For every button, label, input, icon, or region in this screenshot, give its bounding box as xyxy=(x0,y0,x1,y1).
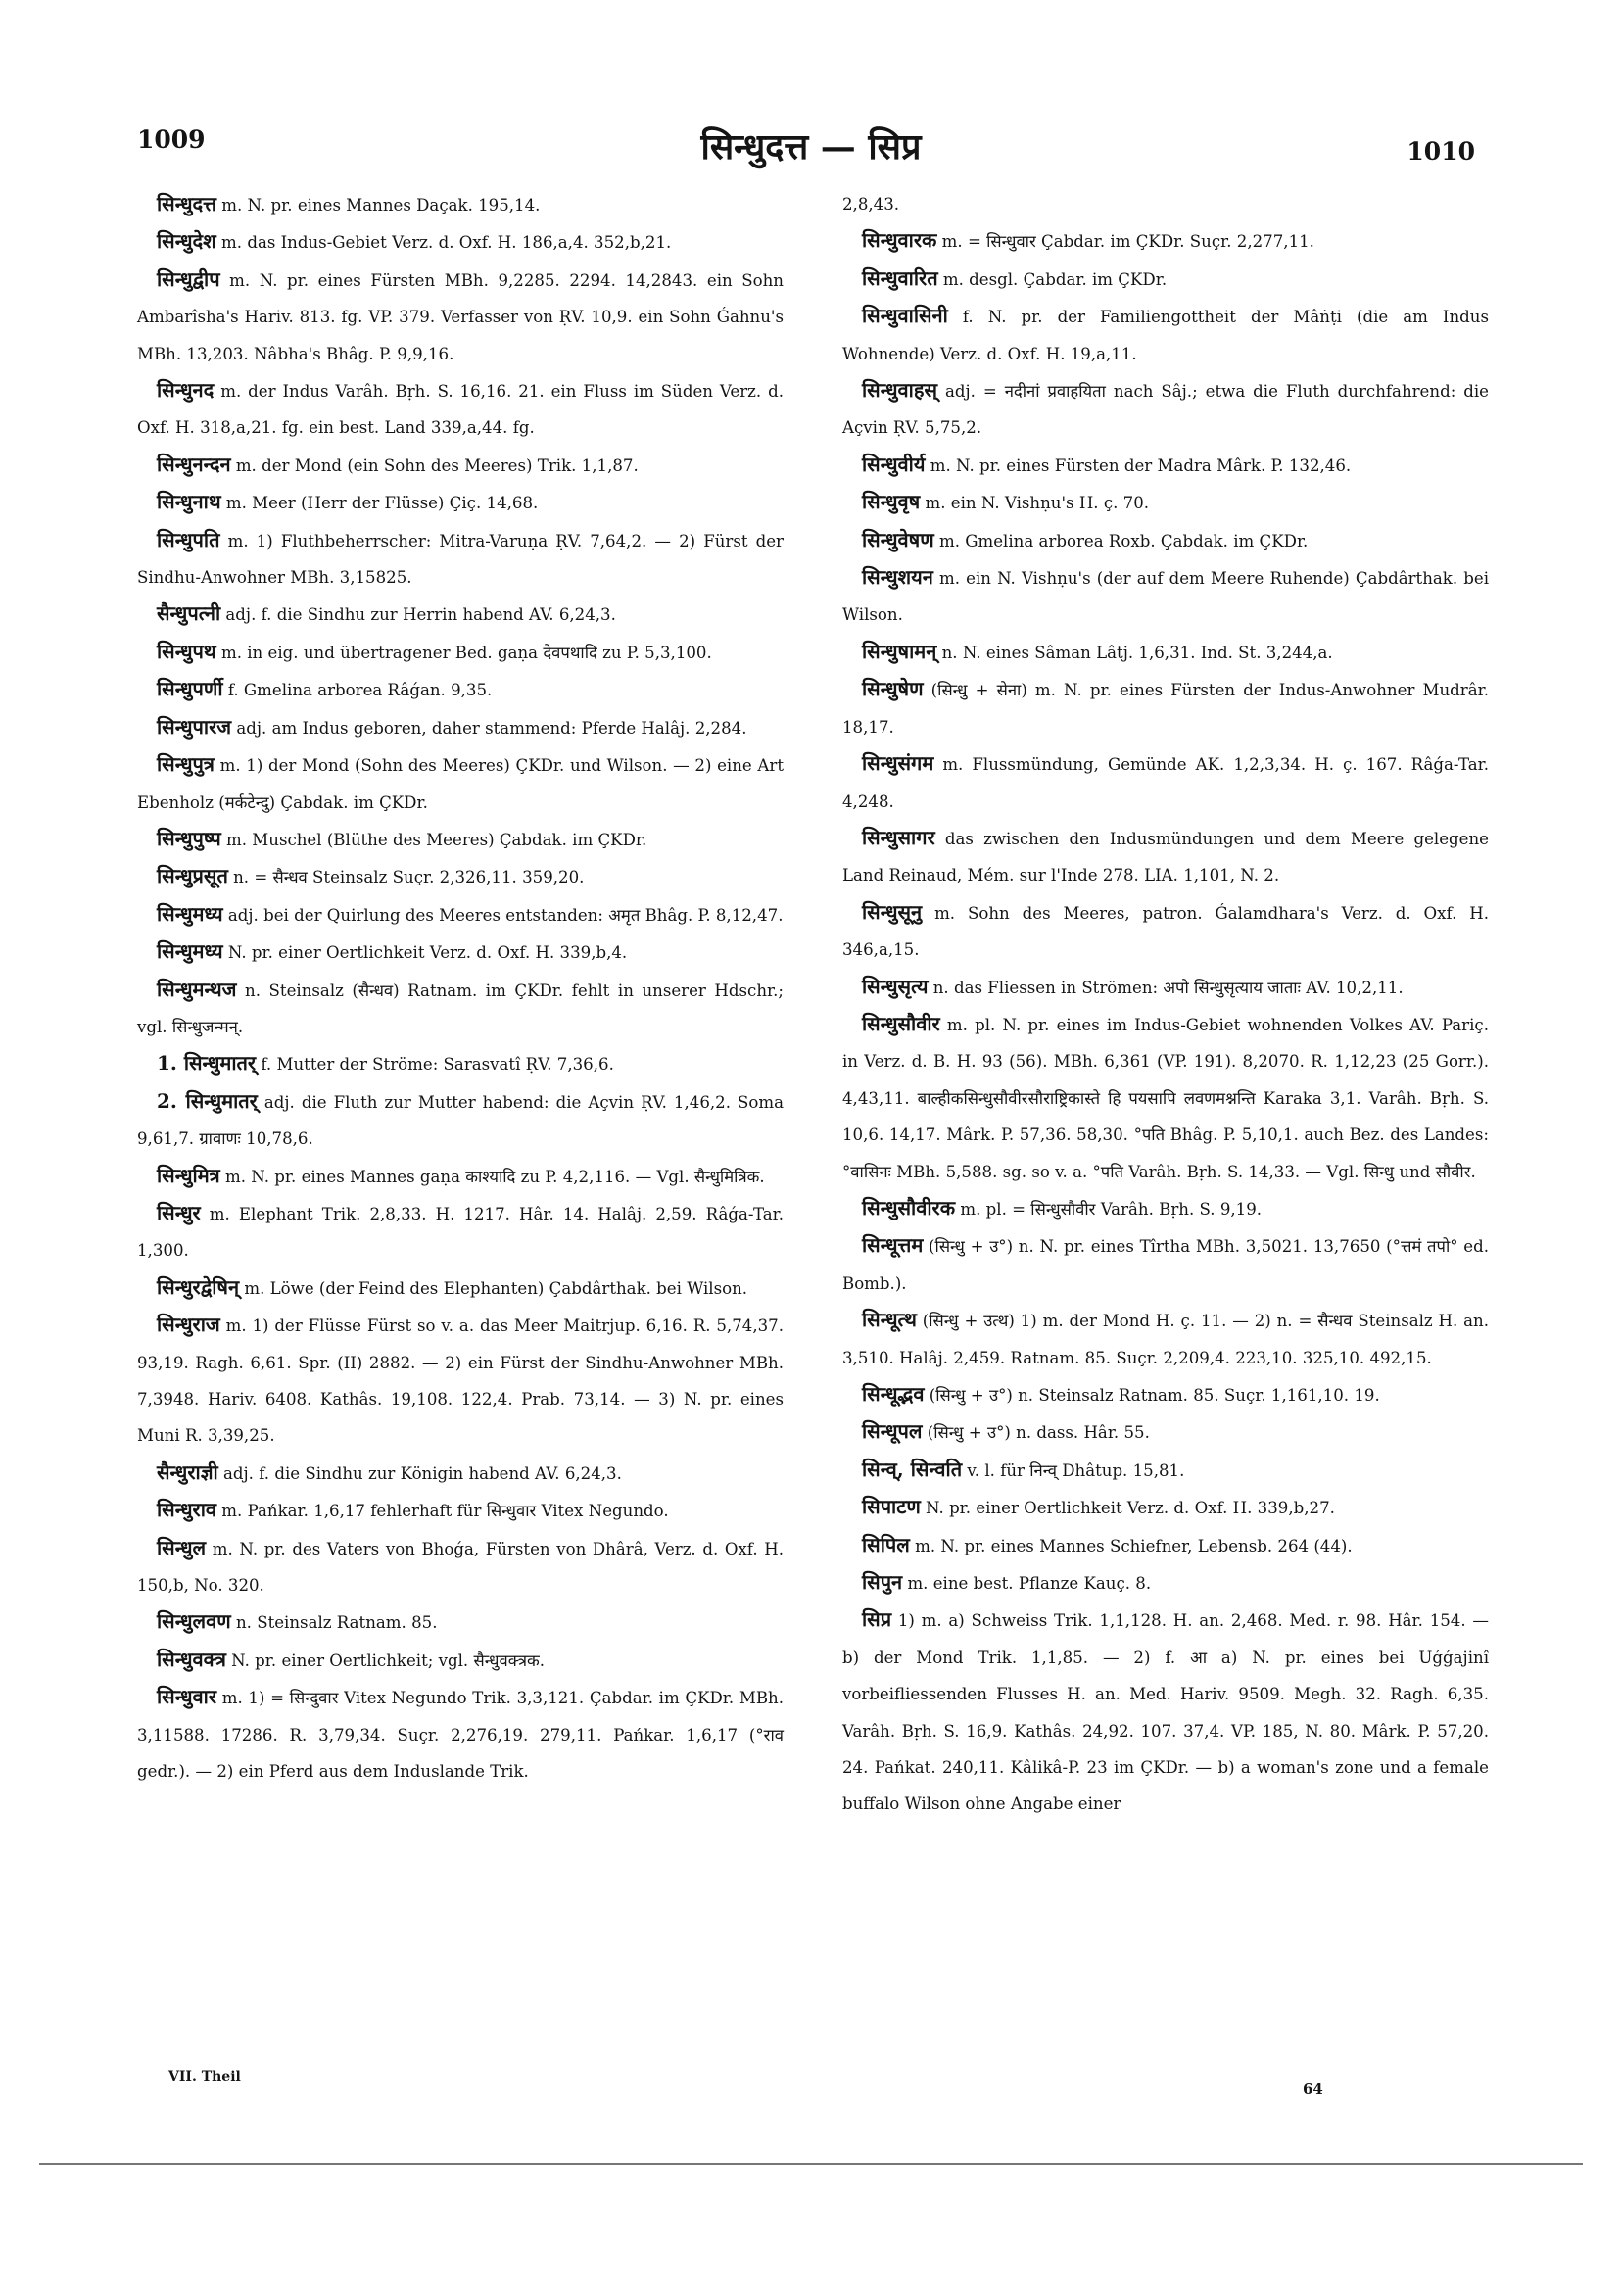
dictionary-entry xyxy=(137,223,784,261)
entry-text: m. pl. N. pr. eines im Indus-Gebiet wohnenden Volkes AV. Pariç. in Verz. d. B. H. 93 (56). MBh. 6,361 (VP. 191). 8,2070. R. 1,12,23 (25 Gorr.). 4,43,11. बाल्हीकसिन्धुसौवीरसौराष्ट्रिकास्ते हि पयसापि लवणमश्नन्ति Karaka 3,1. Varâh. Bṛh. S. 10,6. 14,17. Mârk. P. 57,36. 58,30. °पति Bhâg. P. 5,10,1. auch Bez. des Landes: °वासिनः MBh. 5,588. sg. so v. a. °पति Varâh. Bṛh. S. 14,33. — Vgl. सिन्धु und सौवीर. xyxy=(842,1015,1489,1181)
dictionary-entry xyxy=(137,1603,784,1641)
right-column xyxy=(842,186,1489,1823)
dictionary-entry xyxy=(137,1195,784,1269)
dictionary-entry xyxy=(842,372,1489,447)
entry-text: N. pr. einer Oertlichkeit Verz. d. Oxf. H. 339,b,4. xyxy=(222,943,628,963)
running-head: सिन्धुदत्त — सिप्र xyxy=(700,126,922,167)
entry-text: m. eine best. Pflanze Kauç. 8. xyxy=(902,1574,1152,1594)
dictionary-entry xyxy=(842,1564,1489,1602)
entry-text: m. Elephant Trik. 2,8,33. H. 1217. Hâr. 14. Halâj. 2,59. Râǵa-Tar. 1,300. xyxy=(137,1204,784,1261)
entry-text: m. 1) der Flüsse Fürst so v. a. das Meer Maitrjup. 6,16. R. 5,74,37. 93,19. Ragh. 6,61. Spr. (II) 2882. — 2) ein Fürst der Sindhu-Anwohner MBh. 7,3948. Hariv. 6408. Kathâs. 19,108. 122,4. Prab. 73,14. — 3) N. pr. eines Muni R. 3,39,25. xyxy=(137,1316,784,1446)
entry-text: N. pr. einer Oertlichkeit Verz. d. Oxf. H. 339,b,27. xyxy=(920,1499,1335,1518)
entry-text: m. 1) Fluthbeherrscher: Mitra-Varuṇa ṚV. 7,64,2. — 2) Fürst der Sindhu-Anwohner MBh. 3,15825. xyxy=(137,531,784,588)
signature-mark: 64 xyxy=(1303,2081,1323,2098)
dictionary-entry xyxy=(137,596,784,633)
entry-headword: सिपाटण xyxy=(862,1495,921,1519)
entry-headword: सिपिल xyxy=(862,1532,910,1556)
entry-text: das zwischen den Indusmündungen und dem Meere gelegene Land Reinaud, Mém. sur l'Inde 278. LIA. 1,101, N. 2. xyxy=(842,829,1489,885)
dictionary-entry xyxy=(137,447,784,484)
entry-headword: सिन्धुनद xyxy=(157,378,215,403)
entry-text: (सिन्धु + उ°) n. dass. Hâr. 55. xyxy=(922,1423,1150,1443)
entry-text: adj. die Fluth zur Mutter habend: die Açvin ṚV. 1,46,2. Soma 9,61,7. ग्रावाणः 10,78,6. xyxy=(137,1092,785,1149)
entry-headword: सिन्धुर xyxy=(157,1200,201,1224)
entry-text: adj. = नदीनां प्रवाहयिता nach Sâj.; etwa die Fluth durchfahrend: die Açvin ṚV. 5,75,2. xyxy=(842,382,1489,438)
dictionary-entry xyxy=(842,1527,1489,1564)
entry-text: m. 1) der Mond (Sohn des Meeres) ÇKDr. und Wilson. — 2) eine Art Ebenholz (मर्कटेन्दु) Çabdak. im ÇKDr. xyxy=(137,756,784,812)
entry-text: m. N. pr. eines Mannes gaṇa काश्यादि zu P. 4,2,116. — Vgl. सैन्धुमित्रिक. xyxy=(219,1167,765,1186)
dictionary-entry xyxy=(842,1413,1489,1451)
entry-text: (सिन्धु + उत्थ) 1) m. der Mond H. ç. 11. — 2) n. = सैन्धव Steinsalz H. an. 3,510. Halâj. 2,459. Ratnam. 85. Suçr. 2,209,4. 223,10. 325,10. 492,15. xyxy=(842,1312,1489,1367)
entry-text: adj. f. die Sindhu zur Herrin habend AV. 6,24,3. xyxy=(220,605,616,625)
dictionary-entry xyxy=(137,896,784,933)
left-column-number: 1009 xyxy=(137,125,206,154)
entry-headword: सिन्धुदत्त xyxy=(157,192,216,215)
dictionary-entry xyxy=(842,222,1489,260)
entry-headword: सिन्धुपारज xyxy=(157,714,232,739)
dictionary-entry xyxy=(842,634,1489,671)
dictionary-entry xyxy=(137,634,784,671)
entry-text: adj. am Indus geboren, daher stammend: Pferde Halâj. 2,284. xyxy=(231,718,747,738)
entry-text: m. Meer (Herr der Flüsse) Çiç. 14,68. xyxy=(220,494,539,513)
dictionary-entry xyxy=(137,522,784,597)
entry-text: m. desgl. Çabdar. im ÇKDr. xyxy=(937,269,1168,289)
entry-headword: सिन्धुवेषण xyxy=(862,527,934,551)
entry-text: m. N. pr. eines Mannes Schiefner, Lebensb. 264 (44). xyxy=(909,1536,1353,1555)
dictionary-entry xyxy=(842,1489,1489,1526)
entry-headword: सिन्धुराव xyxy=(157,1498,217,1522)
dictionary-entry xyxy=(137,262,784,372)
entry-text: m. Gmelina arborea Roxb. Çabdak. im ÇKDr. xyxy=(933,531,1309,550)
entry-headword: सिन्धूद्भव xyxy=(862,1382,925,1406)
entry-headword: सिन्धुवाहस् xyxy=(862,378,937,403)
dictionary-entry xyxy=(842,1602,1489,1822)
entry-headword: सिन्धुवासिनी xyxy=(862,304,948,328)
entry-headword: सिन्धुमन्थज xyxy=(157,977,237,1001)
entry-headword: सिन्धूत्तम xyxy=(862,1233,924,1258)
dictionary-entry xyxy=(842,484,1489,521)
entry-text: n. = सैन्धव Steinsalz Suçr. 2,326,11. 359,20. xyxy=(227,868,585,887)
entry-headword: सिन्धुपुष्प xyxy=(157,826,221,850)
dictionary-entry xyxy=(842,745,1489,820)
entry-text: n. N. eines Sâman Lâtj. 1,6,31. Ind. St. 3,244,a. xyxy=(936,643,1333,662)
entry-headword: सिन्धुवीर्य xyxy=(862,452,926,476)
dictionary-entry xyxy=(842,261,1489,298)
entry-text: m. pl. = सिन्धुसौवीर Varâh. Bṛh. S. 9,19. xyxy=(955,1199,1263,1219)
entry-headword: सिन्धुनन्दन xyxy=(157,452,231,476)
entry-headword: सिन्धुवक्त्र xyxy=(157,1647,226,1671)
entry-headword: सिन्धुसागर xyxy=(862,825,935,849)
entry-headword: सिन्व्, सिन्वति xyxy=(862,1457,963,1481)
entry-text: m. Muschel (Blüthe des Meeres) Çabdak. im ÇKDr. xyxy=(220,830,647,849)
entry-text: m. N. pr. eines Mannes Daçak. 195,14. xyxy=(215,196,541,215)
entry-headword: सिन्धूपल xyxy=(862,1419,923,1444)
entry-text: m. = सिन्धुवार Çabdar. im ÇKDr. Suçr. 2,277,11. xyxy=(936,232,1314,252)
entry-text: m. der Mond (ein Sohn des Meeres) Trik. 1,1,87. xyxy=(230,455,639,475)
entry-headword: सिन्धुसंगम xyxy=(862,751,934,776)
entry-headword: सिन्धुवारक xyxy=(862,228,937,253)
dictionary-entry xyxy=(842,1190,1489,1227)
entry-text: (सिन्धु + उ°) n. N. pr. eines Tîrtha MBh. 3,5021. 13,7650 (°त्तमं तपो° ed. Bomb.). xyxy=(842,1237,1489,1293)
dictionary-entry xyxy=(137,1269,784,1307)
dictionary-entry xyxy=(842,1227,1489,1302)
dictionary-entry xyxy=(842,559,1489,634)
entry-headword: सिन्धुराज xyxy=(157,1313,220,1337)
entry-headword: सिन्धुलवण xyxy=(157,1609,231,1634)
entry-headword: सिन्धुवारित xyxy=(862,265,938,290)
dictionary-entry xyxy=(137,858,784,895)
dictionary-entry xyxy=(842,894,1489,969)
dictionary-entry xyxy=(842,1006,1489,1190)
entry-headword: 2. सिन्धुमातर् xyxy=(157,1088,258,1113)
dictionary-entry xyxy=(137,1158,784,1195)
entry-headword: सिन्धुसौवीरक xyxy=(862,1195,956,1220)
entry-headword: सैन्धुराज्ञी xyxy=(157,1459,218,1484)
dictionary-entry xyxy=(137,1679,784,1790)
dictionary-entry xyxy=(137,1083,784,1158)
dictionary-entry xyxy=(842,671,1489,745)
dictionary-entry xyxy=(137,746,784,821)
entry-headword: सिन्धुमित्र xyxy=(157,1163,220,1187)
entry-text: m. Löwe (der Feind des Elephanten) Çabdârthak. bei Wilson. xyxy=(239,1278,748,1298)
entry-headword: सिन्धूत्थ xyxy=(862,1308,917,1332)
bottom-rule xyxy=(39,2163,1583,2165)
entry-headword: सिन्धुषेण xyxy=(862,677,924,701)
dictionary-entry xyxy=(137,1045,784,1082)
dictionary-entry xyxy=(137,709,784,746)
entry-headword: सिन्धुप्रसूत xyxy=(157,864,228,888)
entry-text: n. Steinsalz (सैन्धव) Ratnam. im ÇKDr. fehlt in unserer Hdschr.; vgl. सिन्धुजन्मन्. xyxy=(137,981,784,1036)
entry-text: v. l. für निन्व् Dhâtup. 15,81. xyxy=(962,1460,1185,1480)
entry-headword: सिन्धुवृष xyxy=(862,490,921,514)
entry-text: m. N. pr. eines Fürsten der Madra Mârk. P. 132,46. xyxy=(925,455,1352,475)
dictionary-entry xyxy=(842,1452,1489,1489)
entry-text: (सिन्धु + सेना) m. N. pr. eines Fürsten der Indus-Anwohner Mudrâr. 18,17. xyxy=(842,681,1489,737)
dictionary-entry xyxy=(137,1307,784,1455)
entry-headword: सिन्धुसृत्य xyxy=(862,974,929,998)
entry-headword: सिन्धुदेश xyxy=(157,229,216,254)
dictionary-entry xyxy=(137,1642,784,1679)
entry-headword: सिप्र xyxy=(862,1607,892,1632)
dictionary-entry xyxy=(842,186,1489,222)
entry-headword: सिपुन xyxy=(862,1570,903,1595)
entry-headword: सिन्धुषामन् xyxy=(862,639,937,663)
entry-headword: 1. सिन्धुमातर् xyxy=(157,1051,257,1076)
dictionary-entry xyxy=(137,186,784,223)
entry-text: n. das Fliessen in Strömen: अपो सिन्धुसृत्याय जाताः AV. 10,2,11. xyxy=(928,978,1404,997)
entry-text: m. der Indus Varâh. Bṛh. S. 16,16. 21. ein Fluss im Süden Verz. d. Oxf. H. 318,a,21. fg. ein best. Land 339,a,44. fg. xyxy=(137,382,784,438)
entry-text: m. Flussmündung, Gemünde AK. 1,2,3,34. H. ç. 167. Râǵa-Tar. 4,248. xyxy=(842,755,1489,811)
entry-text: m. Sohn des Meeres, patron. Ǵalamdhara's Verz. d. Oxf. H. 346,a,15. xyxy=(842,903,1489,960)
entry-headword: सिन्धुद्वीप xyxy=(157,266,220,291)
dictionary-entry xyxy=(842,820,1489,894)
dictionary-entry xyxy=(842,969,1489,1006)
entry-headword: सैन्धुपत्नी xyxy=(157,601,221,626)
entry-headword: सिन्धुवार xyxy=(157,1685,217,1709)
entry-headword: सिन्धुपति xyxy=(157,527,220,551)
entry-text: m. 1) = सिन्दुवार Vitex Negundo Trik. 3,3,121. Çabdar. im ÇKDr. MBh. 3,11588. 17286. R. 3,79,34. Suçr. 2,276,19. 279,11. Pańkar. 1,6,17 (°राव gedr.). — 2) ein Pferd aus dem Induslande Trik. xyxy=(137,1689,784,1782)
dictionary-entry xyxy=(137,933,784,971)
entry-headword: सिन्धुसौवीर xyxy=(862,1011,940,1035)
entry-headword: सिन्धुपथ xyxy=(157,639,216,663)
entry-headword: सिन्धुपर्णी xyxy=(157,677,223,701)
dictionary-entry xyxy=(842,298,1489,372)
dictionary-entry xyxy=(842,1376,1489,1413)
entry-text: m. ein N. Vishṇu's (der auf dem Meere Ruhende) Çabdârthak. bei Wilson. xyxy=(842,569,1489,625)
entry-text: N. pr. einer Oertlichkeit; vgl. सैन्धुवक्त्रक. xyxy=(225,1650,546,1670)
entry-text: f. Mutter der Ströme: Sarasvatî ṚV. 7,36,6. xyxy=(256,1055,614,1075)
dictionary-entry xyxy=(137,821,784,858)
dictionary-entry xyxy=(842,522,1489,559)
entry-text: f. Gmelina arborea Râǵan. 9,35. xyxy=(222,681,493,700)
dictionary-entry xyxy=(137,671,784,708)
right-column-number: 1010 xyxy=(1407,137,1475,166)
dictionary-entry xyxy=(137,484,784,521)
entry-text: m. N. pr. eines Fürsten MBh. 9,2285. 2294. 14,2843. ein Sohn Ambarîsha's Hariv. 813. fg. VP. 379. Verfasser von ṚV. 10,9. ein Sohn Ǵahnu's MBh. 13,203. Nâbha's Bhâg. P. 9,9,16. xyxy=(137,270,784,363)
entry-text: (सिन्धु + उ°) n. Steinsalz Ratnam. 85. Suçr. 1,161,10. 19. xyxy=(924,1386,1380,1405)
left-column xyxy=(137,186,784,1790)
dictionary-entry xyxy=(137,1530,784,1604)
volume-note: VII. Theil xyxy=(168,2069,241,2084)
entry-text: m. in eig. und übertragener Bed. gaṇa देवपथादि zu P. 5,3,100. xyxy=(215,643,712,662)
entry-headword: सिन्धुल xyxy=(157,1535,207,1559)
dictionary-entry xyxy=(137,972,784,1046)
entry-text: adj. bei der Quirlung des Meeres entstanden: अमृत Bhâg. P. 8,12,47. xyxy=(222,905,784,925)
entry-text: n. Steinsalz Ratnam. 85. xyxy=(230,1613,438,1633)
entry-headword: सिन्धुनाथ xyxy=(157,490,221,514)
dictionary-entry xyxy=(137,1455,784,1492)
entry-text: m. das Indus-Gebiet Verz. d. Oxf. H. 186,a,4. 352,b,21. xyxy=(215,233,672,253)
entry-text: m. N. pr. des Vaters von Bhoǵa, Fürsten von Dhârâ, Verz. d. Oxf. H. 150,b, No. 320. xyxy=(137,1539,784,1596)
entry-headword: सिन्धुमध्य xyxy=(157,901,223,926)
entry-headword: सिन्धुसूनु xyxy=(862,899,923,924)
dictionary-entry xyxy=(842,1302,1489,1376)
entry-text: f. N. pr. der Familiengottheit der Mâṅṭi (die am Indus Wohnende) Verz. d. Oxf. H. 19,a,11. xyxy=(842,308,1489,363)
dictionary-entry xyxy=(137,372,784,447)
dictionary-entry xyxy=(842,447,1489,484)
entry-text: 2,8,43. xyxy=(842,195,900,214)
entry-headword: सिन्धुशयन xyxy=(862,565,933,590)
entry-headword: सिन्धुरद्वेषिन् xyxy=(157,1274,240,1299)
entry-text: m. Pańkar. 1,6,17 fehlerhaft für सिन्धुवार Vitex Negundo. xyxy=(216,1502,669,1521)
entry-headword: सिन्धुमध्य xyxy=(157,939,223,964)
dictionary-entry xyxy=(137,1492,784,1529)
entry-text: adj. f. die Sindhu zur Königin habend AV. 6,24,3. xyxy=(217,1463,622,1483)
entry-text: 1) m. a) Schweiss Trik. 1,1,128. H. an. 2,468. Med. r. 98. Hâr. 154. — b) der Mond Trik. 1,1,85. — 2) f. आ a) N. pr. eines bei Uǵǵajinî vorbeifliessenden Flusses H. an. Med. Hariv. 9509. Megh. 32. Ragh. 6,35. Varâh. Bṛh. S. 16,9. Kathâs. 24,92. 107. 37,4. VP. 185, N. 80. Mârk. P. 57,20. 24. Pańkat. 240,11. Kâlikâ-P. 23 im ÇKDr. — b) a woman's zone und a female buffalo Wilson ohne Angabe einer xyxy=(842,1611,1489,1814)
entry-text: m. ein N. Vishṇu's H. ç. 70. xyxy=(920,494,1150,513)
entry-headword: सिन्धुपुत्र xyxy=(157,752,215,777)
